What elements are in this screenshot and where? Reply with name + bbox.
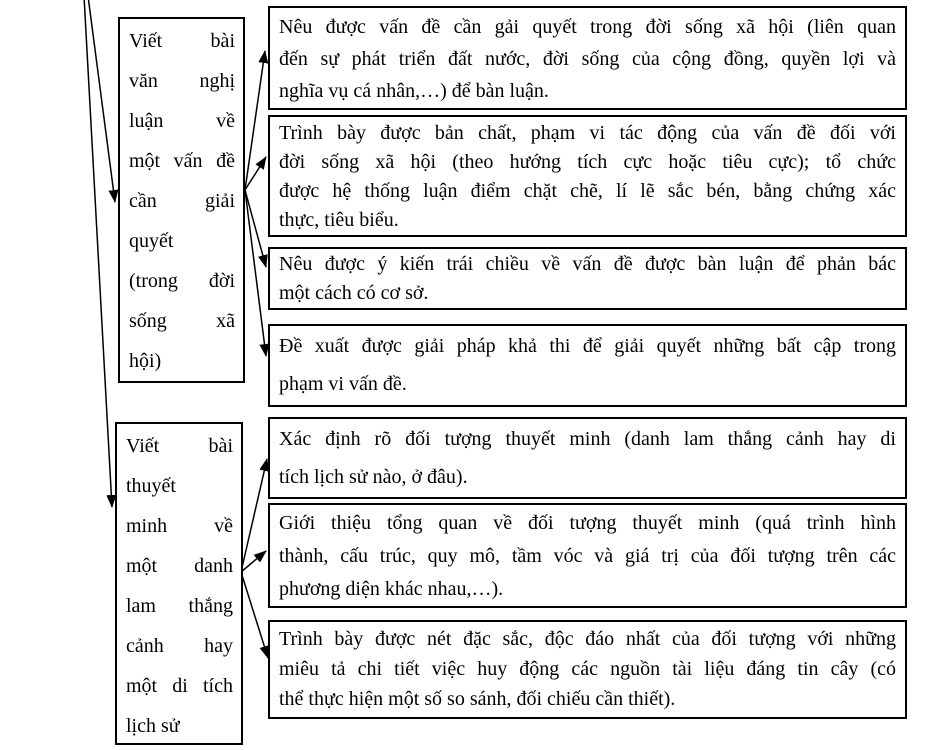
left-node-expository-essay bbox=[115, 422, 243, 745]
text-line: Viết bài bbox=[129, 30, 235, 52]
text-line: thành, cấu trúc, quy mô, tầm vóc và giá trị của đối tượng trên các bbox=[279, 545, 896, 567]
text-line: Giới thiệu tổng quan về đối tượng thuyết minh (quá trình hình bbox=[279, 512, 896, 534]
text-line: luận về bbox=[129, 110, 235, 132]
right-node-2 bbox=[268, 115, 907, 237]
text-line: Trình bày được bản chất, phạm vi tác động của vấn đề đối với bbox=[279, 122, 896, 144]
text-line: thuyết bbox=[126, 475, 176, 497]
text-line: minh về bbox=[126, 515, 233, 537]
text-line: Xác định rõ đối tượng thuyết minh (danh lam thắng cảnh hay di bbox=[279, 428, 896, 450]
text-line: một di tích bbox=[126, 675, 233, 697]
text-line: một vấn đề bbox=[129, 150, 235, 172]
arrow-left2-to-right6-icon bbox=[241, 551, 266, 572]
right-node-7 bbox=[268, 620, 907, 719]
arrow-left1-to-right1-icon bbox=[245, 51, 265, 190]
arrow-entry-to-left-node-1-icon bbox=[88, 0, 115, 202]
text-line: cảnh hay bbox=[126, 635, 233, 657]
text-line: nghĩa vụ cá nhân,…) để bàn luận. bbox=[279, 80, 549, 102]
right-node-5 bbox=[268, 417, 907, 499]
text-line: một cách có cơ sở. bbox=[279, 282, 429, 304]
text-line: một danh bbox=[126, 555, 233, 577]
text-line: thể thực hiện một số so sánh, đối chiếu cần thiết). bbox=[279, 688, 676, 710]
arrow-entry-to-left-node-2-icon bbox=[84, 0, 112, 507]
text-line: phạm vi vấn đề. bbox=[279, 373, 407, 395]
text-line: Nêu được vấn đề cần gải quyết trong đời sống xã hội (liên quan bbox=[279, 16, 896, 38]
text-line: tích lịch sử nào, ở đâu). bbox=[279, 466, 468, 488]
text-line: Đề xuất được giải pháp khả thi để giải quyết những bất cập trong bbox=[279, 335, 896, 357]
right-node-3 bbox=[268, 247, 907, 310]
text-line: thực, tiêu biểu. bbox=[279, 209, 399, 231]
text-line: sống xã bbox=[129, 310, 235, 332]
text-line: lịch sử bbox=[126, 715, 180, 737]
text-line: Trình bày được nét đặc sắc, độc đáo nhất của đối tượng với những bbox=[279, 628, 896, 650]
right-node-4 bbox=[268, 324, 907, 407]
arrow-left2-to-right7-icon bbox=[241, 572, 268, 658]
text-line: đến sự phát triển đất nước, đời sống của cộng đồng, quyền lợi và bbox=[279, 48, 896, 70]
arrow-left1-to-right2-icon bbox=[245, 157, 266, 190]
text-line: lam thắng bbox=[126, 595, 233, 617]
left-node-argumentative-essay bbox=[118, 17, 245, 383]
text-line: đời sống xã hội (theo hướng tích cực hoặc tiêu cực); tổ chức bbox=[279, 151, 896, 173]
text-line: cần giải bbox=[129, 190, 235, 212]
arrow-left1-to-right4-icon bbox=[245, 190, 266, 356]
arrow-left1-to-right3-icon bbox=[245, 190, 266, 267]
text-line: miêu tả chi tiết việc huy động các nguồn tài liệu đáng tin cây (có bbox=[279, 658, 896, 680]
right-node-6 bbox=[268, 503, 907, 608]
text-line: Viết bài bbox=[126, 435, 233, 457]
text-line: hội) bbox=[129, 350, 162, 372]
text-line: quyết bbox=[129, 230, 174, 252]
arrow-left2-to-right5-icon bbox=[241, 459, 267, 572]
text-line: văn nghị bbox=[129, 70, 235, 92]
text-line: Nêu được ý kiến trái chiều về vấn đề được bàn luận để phản bác bbox=[279, 253, 896, 275]
text-line: phương diện khác nhau,…). bbox=[279, 578, 504, 600]
right-node-1 bbox=[268, 6, 907, 110]
text-line: được hệ thống luận điểm chặt chẽ, lí lẽ sắc bén, bằng chứng xác bbox=[279, 180, 896, 202]
text-line: (trong đời bbox=[129, 270, 235, 292]
